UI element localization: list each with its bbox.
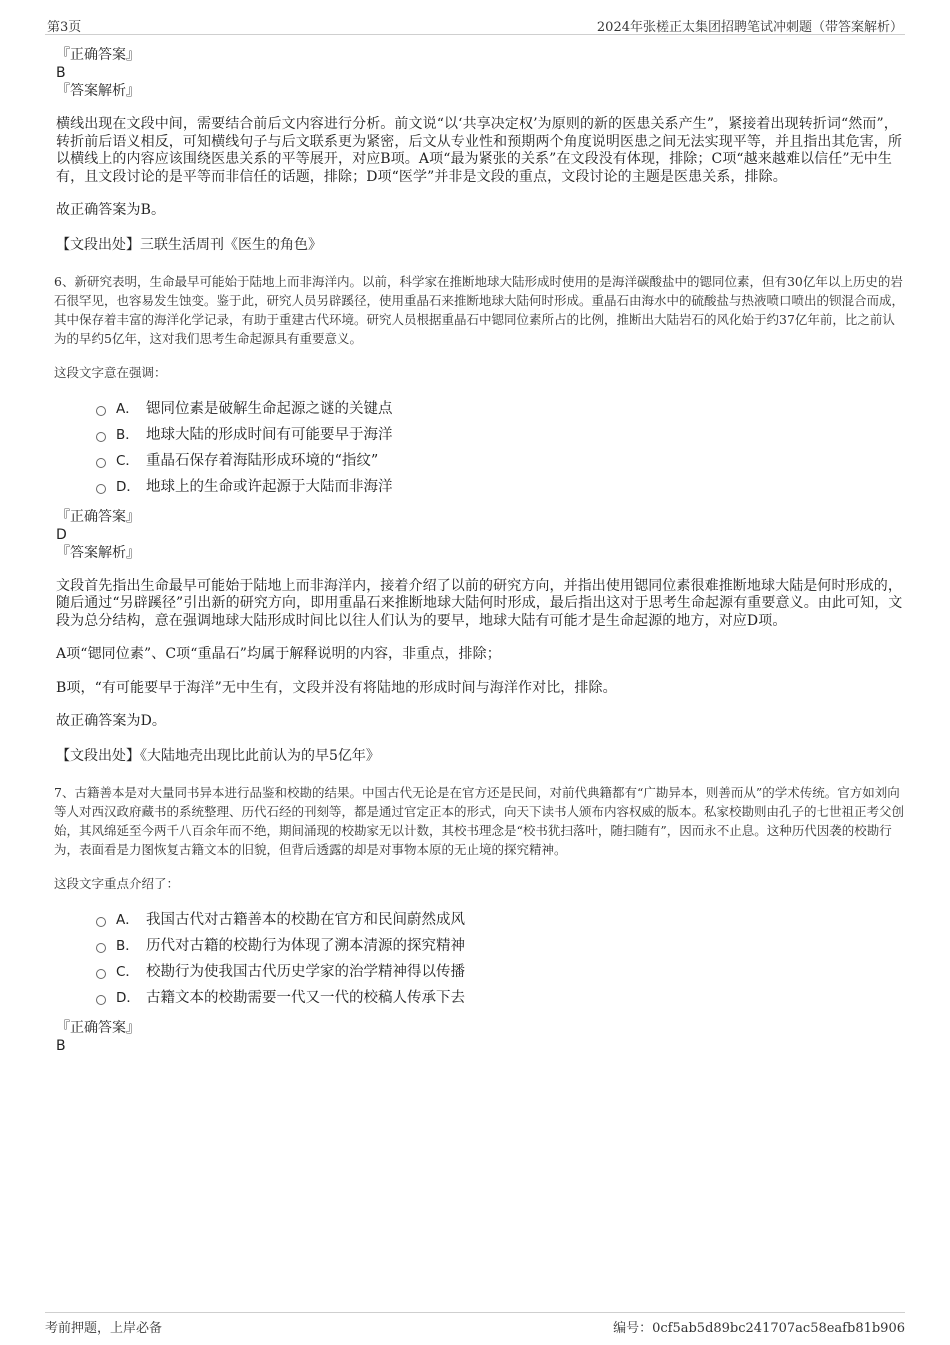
source-title: 三联生活周刊《医生的角色》 <box>140 236 322 253</box>
analysis-text: B项，“有可能要早于海洋”无中生有，文段并没有将陆地的形成时间与海洋作对比，排除。 <box>56 679 617 696</box>
page-number: 第3页 <box>47 20 82 35</box>
source-title: 《大陆地壳出现比此前认为的早5亿年》 <box>140 747 380 764</box>
option-b[interactable]: B． 地球大陆的形成时间有可能要早于海洋 <box>96 422 904 448</box>
radio-icon[interactable] <box>96 432 106 442</box>
analysis-text: 文段首先指出生命最早可能始于陆地上而非海洋内，接着介绍了以前的研究方向，并指出使用锶同位素很难推断地球大陆是何时形成的，随后通过“另辟蹊径”引出新的研究方向，即用重晶石来推断地球大陆何时形成，最后指出这对于思考生命起源有重要意义。由此可知，文段为总分结构，意在强调地球大陆形成时间比以往人们认为的要早，地球大陆有可能才是生命起源的地方，对应D项。 <box>56 577 903 629</box>
radio-icon[interactable] <box>96 484 106 494</box>
analysis-text: A项“锶同位素”、C项“重晶石”均属于解释说明的内容，非重点，排除； <box>56 646 501 662</box>
page-content <box>56 46 904 1055</box>
source-line <box>56 236 904 254</box>
document-code: 编号：0cf5ab5d89bc241707ac58eafb81b906 <box>613 1321 905 1336</box>
correct-answer-value: B <box>56 65 66 81</box>
option-a[interactable]: A． 我国古代对古籍善本的校勘在官方和民间蔚然成风 <box>96 907 904 933</box>
page-header <box>45 14 905 35</box>
analysis-label: 『答案解析』 <box>56 83 140 99</box>
source-line <box>56 747 904 765</box>
option-b[interactable]: B． 历代对古籍的校勘行为体现了溯本清源的探究精神 <box>96 933 904 959</box>
question-6-options <box>96 396 904 500</box>
question-6-text: 6、新研究表明，生命最早可能始于陆地上而非海洋内。以前，科学家在推断地球大陆形成时使用的是海洋碳酸盐中的锶同位素，但有30亿年以上历史的岩石很罕见，也容易发生蚀变。鉴于此，研究人员另辟蹊径，使用重晶石来推断地球大陆何时形成。重晶石由海水中的硫酸盐与热液喷口喷出的钡混合而成，其中保存着丰富的海洋化学记录，有助于重建古代环境。研究人员根据重晶石中锶同位素所占的比例，推断出大陆岩石的风化始于约37亿年前，比之前认为的早约5亿年，这对我们思考生命起源具有重要意义。 <box>54 273 905 346</box>
analysis-text: 横线出现在文段中间，需要结合前后文内容进行分析。前文说“以‘共享决定权’为原则的新的医患关系产生”，紧接着出现转折词“然而”，转折前后语义相反，可知横线句子与后文联系更为紧密，后文从专业性和预期两个角度说明医患之间无法实现平等，并且指出其危害，所以横线上的内容应该围绕医患关系的平等展开，对应B项。A项“最为紧张的关系”在文段没有体现，排除；C项“越来越难以信任”无中生有，且文段讨论的是平等而非信任的话题，排除；D项“医学”并非是文段的重点，文段讨论的主题是医患关系，排除。 <box>56 116 902 185</box>
analysis-conclusion: 故正确答案为B。 <box>56 202 166 218</box>
option-c[interactable]: C． 校勘行为使我国古代历史学家的治学精神得以传播 <box>96 959 904 985</box>
source-label: 【文段出处】 <box>56 747 140 764</box>
radio-icon[interactable] <box>96 458 106 468</box>
question-7-options <box>96 907 904 1011</box>
radio-icon[interactable] <box>96 917 106 927</box>
footer-slogan: 考前押题，上岸必备 <box>45 1321 163 1336</box>
analysis-conclusion: 故正确答案为D。 <box>56 713 167 729</box>
correct-answer-label: 『正确答案』 <box>56 47 140 63</box>
option-d[interactable]: D． 古籍文本的校勘需要一代又一代的校稿人传承下去 <box>96 985 904 1011</box>
document-title: 2024年张槎正太集团招聘笔试冲刺题（带答案解析） <box>596 20 903 35</box>
option-a[interactable]: A． 锶同位素是破解生命起源之谜的关键点 <box>96 396 904 422</box>
correct-answer-value: B <box>56 1037 66 1054</box>
analysis-label: 『答案解析』 <box>56 544 140 561</box>
radio-icon[interactable] <box>96 943 106 953</box>
correct-answer-label: 『正确答案』 <box>56 1019 140 1036</box>
question-7-prompt: 这段文字重点介绍了： <box>54 875 180 891</box>
source-label: 【文段出处】 <box>56 236 140 253</box>
option-c[interactable]: C． 重晶石保存着海陆形成环境的“指纹” <box>96 448 904 474</box>
radio-icon[interactable] <box>96 995 106 1005</box>
radio-icon[interactable] <box>96 969 106 979</box>
radio-icon[interactable] <box>96 406 106 416</box>
question-7-text: 7、古籍善本是对大量同书异本进行品鉴和校勘的结果。中国古代无论是在官方还是民间，对前代典籍都有“广勘异本，则善而从”的学术传统。官方如刘向等人对西汉政府藏书的系统整理、历代石经的刊刻等，都是通过官定正本的形式，向天下读书人颁布内容权威的版本。私家校勘则由孔子的七世祖正考父创始，其风绵延至今两千八百余年而不绝，期间涌现的校勘家无以计数，其校书理念是“校书犹扫落叶，随扫随有”，因而永不止息。这种历代因袭的校勘行为，表面看是力图恢复古籍文本的旧貌，但背后透露的却是对事物本原的无止境的探究精神。 <box>54 784 905 857</box>
option-d[interactable]: D． 地球上的生命或许起源于大陆而非海洋 <box>96 474 904 500</box>
page-footer <box>45 1312 905 1335</box>
correct-answer-value: D <box>56 526 67 543</box>
question-6-prompt: 这段文字意在强调： <box>54 364 167 380</box>
correct-answer-label: 『正确答案』 <box>56 508 140 525</box>
